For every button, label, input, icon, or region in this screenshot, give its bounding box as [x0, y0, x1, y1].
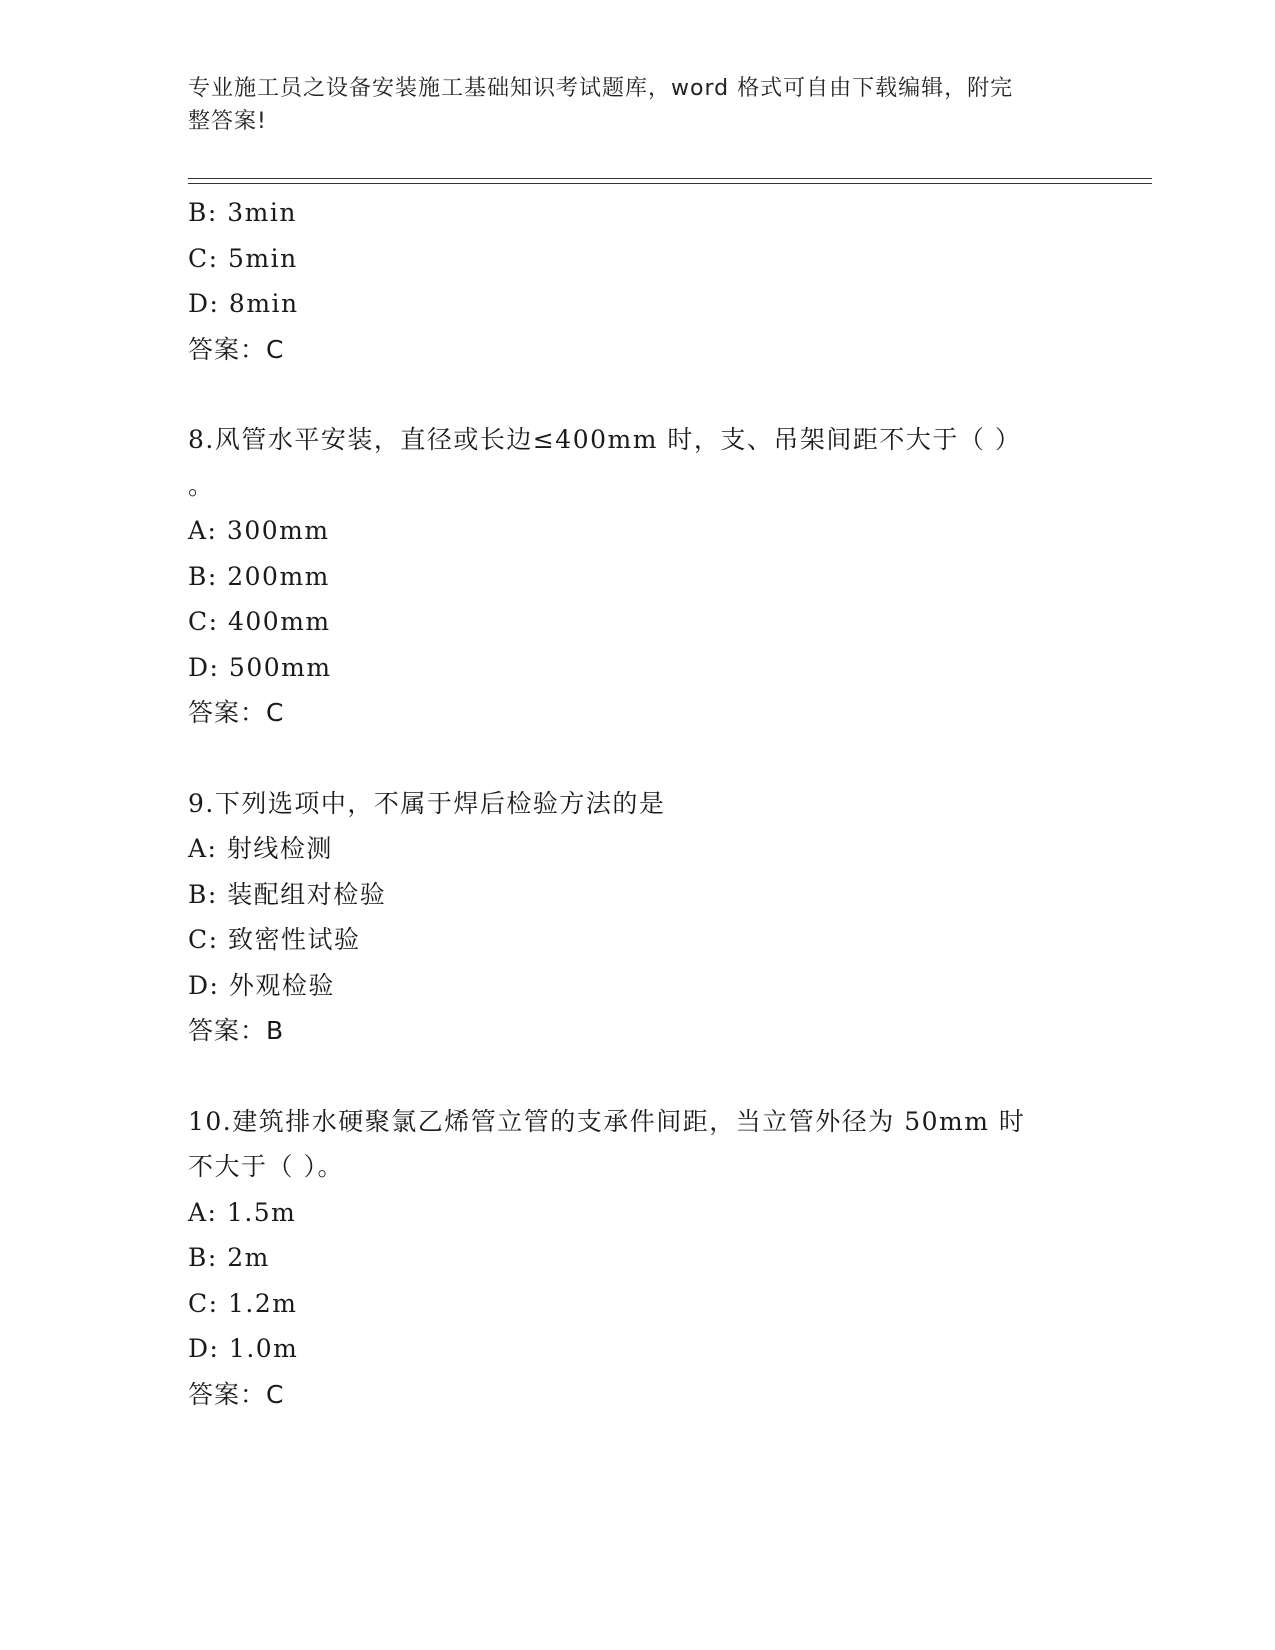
answer: 答案：B: [188, 1016, 285, 1045]
answer: 答案：C: [188, 698, 285, 727]
question-text: 8.风管水平安装，直径或长边≤400mm 时，支、吊架间距不大于（ ）: [188, 425, 1022, 454]
header-divider-top: [188, 178, 1152, 179]
option-b: B: 3min: [188, 198, 297, 227]
question-8: [188, 417, 1068, 736]
option-a: A: 300mm: [188, 516, 330, 545]
option-d: D: 外观检验: [188, 970, 335, 1000]
question-7-tail: [188, 190, 1068, 372]
answer: 答案：C: [188, 1379, 285, 1409]
header-divider-bottom: [188, 183, 1152, 184]
question-text: 10.建筑排水硬聚氯乙烯管立管的支承件间距，当立管外径为 50mm 时: [188, 1106, 1026, 1136]
option-c: C: 5min: [188, 243, 298, 273]
option-c: C: 400mm: [188, 607, 331, 636]
question-text: 9.下列选项中，不属于焊后检验方法的是: [188, 788, 666, 818]
option-d: D: 8min: [188, 289, 299, 318]
option-a: A: 1.5m: [188, 1197, 297, 1227]
document-body: [188, 190, 1068, 1417]
answer: 答案：C: [188, 334, 285, 364]
header-title-line2: 整答案!: [188, 109, 267, 134]
spacer: [188, 1054, 1068, 1099]
header-title-line1: 专业施工员之设备安装施工基础知识考试题库，word 格式可自由下载编辑，附完: [188, 76, 1014, 101]
question-text-continued: 不大于（ ）。: [188, 1152, 344, 1181]
spacer: [188, 372, 1068, 417]
option-a: A: 射线检测: [188, 834, 333, 863]
option-c: C: 致密性试验: [188, 925, 361, 954]
question-10: [188, 1099, 1068, 1418]
option-b: B: 装配组对检验: [188, 879, 387, 909]
option-d: D: 1.0m: [188, 1334, 299, 1363]
option-b: B: 200mm: [188, 561, 330, 591]
page-header: [188, 72, 1068, 138]
question-text-continued: 。: [188, 470, 215, 500]
option-d: D: 500mm: [188, 652, 332, 682]
option-b: B: 2m: [188, 1243, 270, 1272]
spacer: [188, 736, 1068, 781]
option-c: C: 1.2m: [188, 1288, 298, 1318]
question-9: [188, 781, 1068, 1054]
